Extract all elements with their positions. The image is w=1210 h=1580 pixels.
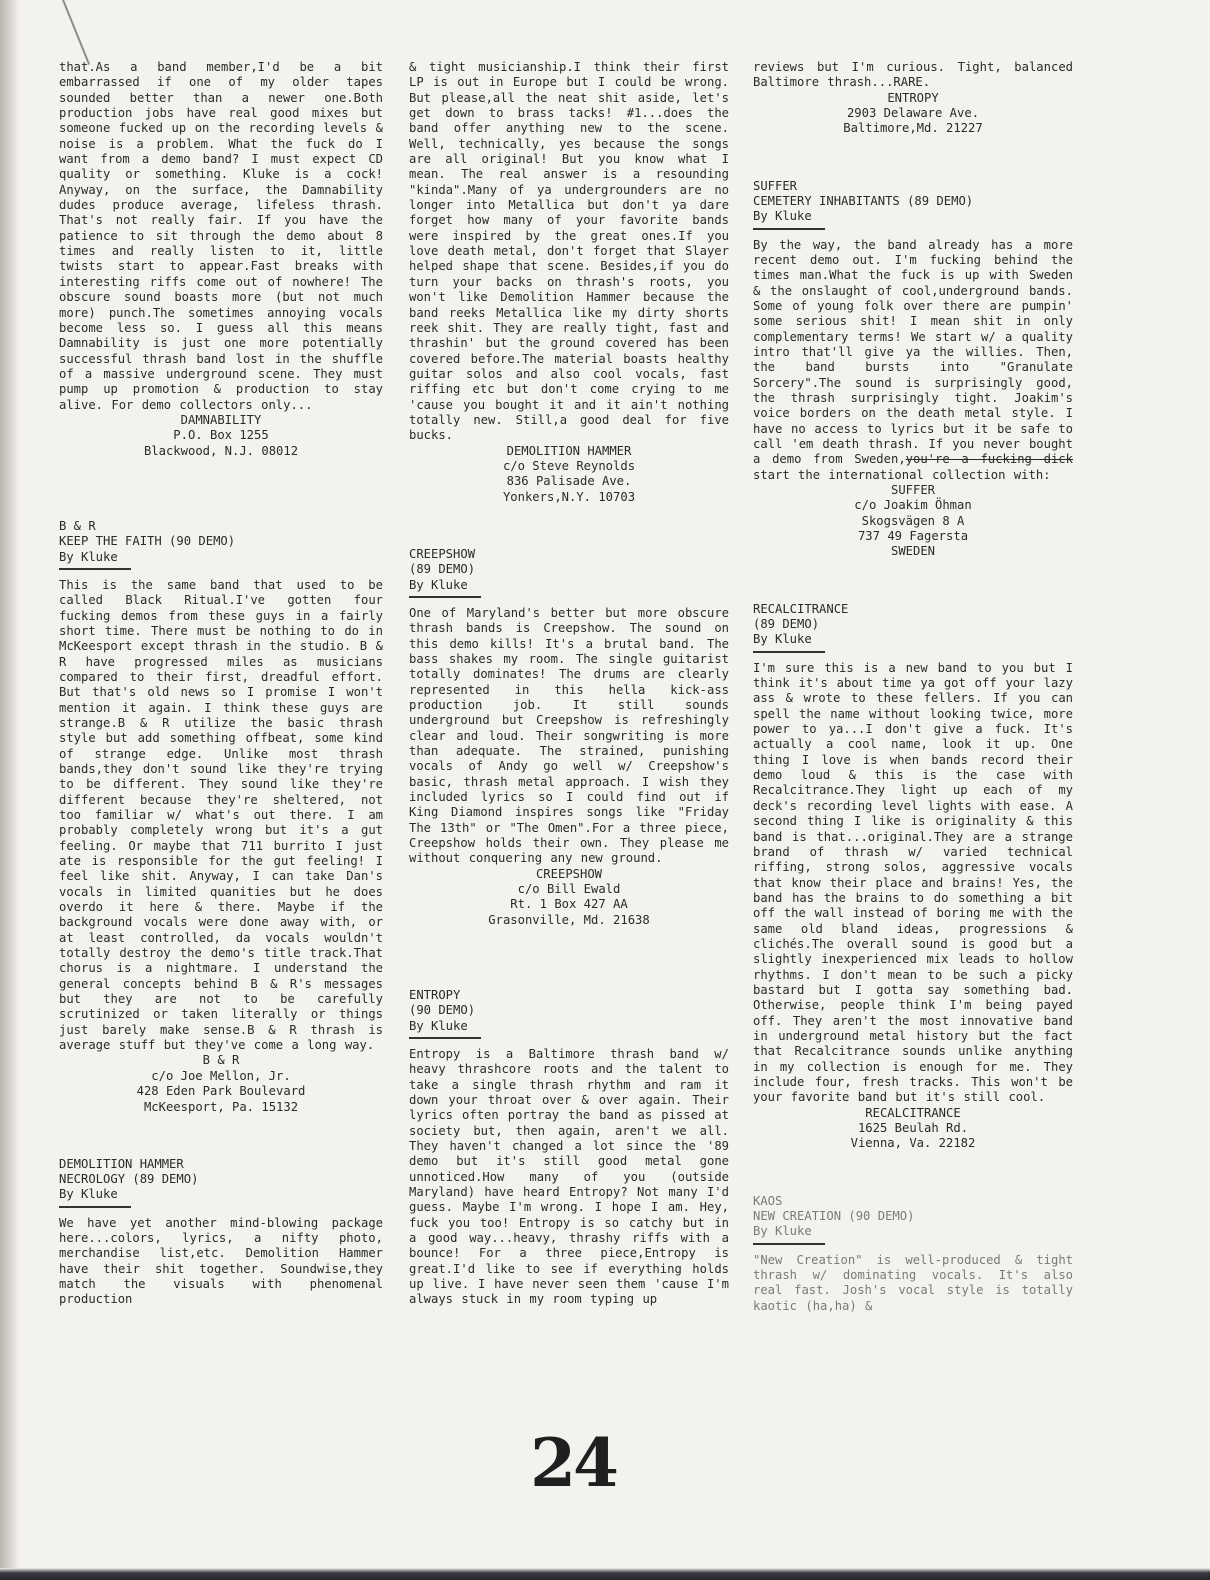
- address-line: CREEPSHOW: [535, 866, 603, 881]
- review-damnability-continuation: [59, 60, 383, 459]
- column-2: [409, 60, 729, 1308]
- review-entropy-continuation: [753, 60, 1073, 137]
- demo-title: (89 DEMO): [409, 562, 476, 577]
- address-line: Rt. 1 Box 427 AA: [510, 897, 628, 912]
- address-line: McKeesport, Pa. 15132: [143, 1099, 299, 1114]
- demo-title: NEW CREATION (90 DEMO): [753, 1209, 915, 1224]
- address-line: 1625 Beulah Rd.: [857, 1121, 969, 1136]
- address-line: DAMNABILITY: [180, 412, 262, 427]
- review-text-part: By the way, the band already has a more recent demo out. I'm fucking behind the times man.What the fuck is up with Sweden & the onslaught of cool,underground bands. Some of young folk over there are pumpin' some serious shit! I mean shit in only complementary terms! We start w/ a quality intro that'll give ya the willies. Then, the band bursts into "Granulate Sorcery".The sound is surprisingly good, the thrash surprisingly tight. Joakim's voice borders on the death metal style. I have no access to lyrics but it be safe to call 'em death thrash. If you never bought a demo from Sweden,: [753, 237, 1073, 467]
- review-text: reviews but I'm curious. Tight, balanced Baltimore thrash...RARE.: [753, 60, 1073, 90]
- band-name: DEMOLITION HAMMER: [59, 1156, 184, 1171]
- band-name: RECALCITRANCE: [753, 601, 849, 616]
- column-1: [59, 60, 383, 1308]
- spacer: [59, 459, 383, 519]
- scan-edge-shadow: [0, 1568, 1210, 1580]
- band-name: SUFFER: [753, 178, 798, 193]
- divider-rule: [753, 228, 825, 230]
- review-recalcitrance: [753, 602, 1073, 1152]
- review-text: One of Maryland's better but more obscure thrash bands is Creepshow. The sound on this demo kills! It's a brutal band. The bass shakes my room. The single guitarist totally dominates! The drums are clearly represented in this hella kick-ass production job. It still sounds underground but Creepshow is refreshingly clear and loud. Their songwriting is more than adequate. The strained, punishing vocals of Andy go well w/ Creepshow's basic, thrash metal approach. I wish they included lyrics so I could find out if King Diamond inspires songs like "Friday The 13th" or "The Omen".For a three piece, Creepshow holds their own. They please me without conquering any new ground.: [409, 605, 729, 866]
- corner-scratch-mark: [62, 0, 90, 65]
- band-name: KAOS: [753, 1193, 783, 1208]
- address-line: c/o Joakim Öhman: [854, 498, 972, 513]
- review-suffer: [753, 179, 1073, 560]
- review-demolition-hammer: [59, 1157, 383, 1308]
- review-text: Entropy is a Baltimore thrash band w/ heavy thrashcore roots and the talent to take a single thrash rhythm and ram it down your throat over & over again. Their lyrics often portray the band as pissed at society but, then again, aren't we all. They haven't changed a lot since the '89 demo but it's still good metal gone unnoticed.How many of you (outside Maryland) have heard Entropy? Not many I'd guess. Maybe I'm wrong. I hope I am. Hey, fuck you too! Entropy is so catchy but in a good way...heavy, thrashy riffs with a bounce! For a three piece,Entropy is great.I'd like to see if everything holds up live. I have never seen them 'cause I'm always stuck in my room typing up: [409, 1046, 729, 1307]
- spacer: [409, 928, 729, 988]
- address-line: 836 Palisade Ave.: [506, 474, 632, 489]
- address-line: P.O. Box 1255: [173, 428, 269, 443]
- divider-rule: [59, 1206, 131, 1208]
- spacer: [59, 1115, 383, 1157]
- review-text: We have yet another mind-blowing package here...colors, lyrics, a nifty photo, merchandise list,etc. Demolition Hammer have their shit together. Soundwise,they match the visuals with phenomenal production: [59, 1215, 383, 1307]
- byline: By Kluke: [753, 209, 812, 224]
- divider-rule: [59, 568, 131, 570]
- spacer: [753, 1152, 1073, 1194]
- spacer: [409, 505, 729, 547]
- review-entropy: [409, 988, 729, 1308]
- byline: By Kluke: [409, 1018, 468, 1033]
- address-line: c/o Bill Ewald: [517, 882, 621, 897]
- address-line: DEMOLITION HAMMER: [506, 443, 632, 458]
- review-creepshow: [409, 547, 729, 928]
- byline: By Kluke: [59, 1187, 118, 1202]
- divider-rule: [753, 1243, 825, 1245]
- byline: By Kluke: [753, 1224, 812, 1239]
- band-name: ENTROPY: [409, 988, 461, 1003]
- contact-address: [59, 413, 383, 459]
- spacer: [753, 137, 1073, 179]
- review-text-part: start the international collection with:: [753, 467, 1051, 482]
- divider-rule: [409, 596, 481, 598]
- review-demolition-hammer-continuation: [409, 60, 729, 505]
- contact-address: [753, 91, 1073, 137]
- address-line: B & R: [202, 1053, 240, 1068]
- review-text: I'm sure this is a new band to you but I think it's about time ya got off your lazy ass & wrote to these fellers. If you can spell the name without looking twice, more power to ya...I don't give a fuck. It's actually a cool name, look it up. One thing I love is when bands record their demo loud & this is the case with Recalcitrance.They light up each of my deck's recording level lights with ease. A second thing I like is originality & this band is that...original.They are a strange brand of thrash w/ varied technical riffing, strong solos, aggressive vocals that know their place and brains! Yes, the band has the brains to do something a bit off the wall instead of boring me with the same old bland ideas, progressions & clichés.The overall sound is good but a slightly inexperienced mix leads to hollow rhythms. I don't mean to be such a picky bastard but I gotta say something bad. Otherwise, people think I'm being payed off. They aren't the most innovative band in underground metal history but the fact that Recalcitrance sounds unlike anything in my collection is enough for me. They include four, fresh tracks. This won't be your favorite band but it's still cool.: [753, 660, 1073, 1105]
- byline: By Kluke: [409, 577, 468, 592]
- address-line: 2903 Delaware Ave.: [846, 106, 980, 121]
- page-number: 24: [530, 1424, 616, 1502]
- struck-out-text: you're a fucking dick: [905, 452, 1073, 467]
- address-line: ENTROPY: [887, 90, 939, 105]
- address-line: SUFFER: [890, 483, 936, 498]
- band-name: B & R: [59, 518, 96, 533]
- contact-address: [409, 444, 729, 505]
- address-line: 428 Eden Park Boulevard: [136, 1084, 306, 1099]
- review-text: & tight musicianship.I think their first LP is out in Europe but I could be wrong. But please,all the neat shit aside, let's get down to brass tacks! #1...does the band offer anything new to the scene. Well, technically, yes because the songs are all original! But you know what I mean. The real answer is a resounding "kinda".Many of ya undergrounders are no longer into Metallica but don't ya dare forget how many of your favorite bands were inspired by the great ones.If you love death metal, don't forget that Slayer helped shape that scene. Besides,if you do turn your backs on thrash's roots, you won't like Demolition Hammer because the band reeks Metallica like my dirty shorts reek shit. They are really tight, fast and thrashin' but the ground covered has been covered before.The material boasts healthy guitar solos and also cool vocals, fast riffing etc but don't come crying to me 'cause you bought it and it ain't nothing totally new. Still,a good deal for five bucks.: [409, 60, 729, 443]
- address-line: Baltimore,Md. 21227: [843, 121, 983, 136]
- band-name: CREEPSHOW: [409, 546, 476, 561]
- address-line: Blackwood, N.J. 08012: [143, 443, 299, 458]
- address-line: Grasonville, Md. 21638: [488, 912, 650, 927]
- contact-address: [753, 1106, 1073, 1152]
- review-b-and-r: [59, 519, 383, 1115]
- address-line: SWEDEN: [890, 544, 936, 559]
- byline: By Kluke: [59, 549, 118, 564]
- address-line: 737 49 Fagersta: [857, 529, 969, 544]
- divider-rule: [753, 651, 825, 653]
- demo-title: KEEP THE FAITH (90 DEMO): [59, 534, 236, 549]
- address-line: Vienna, Va. 22182: [850, 1136, 976, 1151]
- demo-title: NECROLOGY (89 DEMO): [59, 1172, 199, 1187]
- column-3: [753, 60, 1073, 1314]
- address-line: c/o Joe Mellon, Jr.: [151, 1068, 291, 1083]
- review-text: This is the same band that used to be called Black Ritual.I've gotten four fucking demos from these guys in a fairly short time. There must be nothing to do in McKeesport except thrash in the studio. B & R have progressed miles as musicians compared to their first, dreadful effort. But that's old news so I promise I won't mention it again. I think these guys are strange.B & R utilize the basic thrash style but add something offbeat, some kind of strange edge. Unlike most thrash bands,they don't sound like they're trying to be different. They sound like they're different because they're sheltered, not too familiar w/ what's out there. I am probably completely wrong but it's a gut feeling. Or maybe that 711 burrito I just ate is responsible for the gut feeling! I feel like shit. Anyway, I can take Dan's vocals in limited quanities but he does overdo it here & there. Maybe if the background vocals were done away with, or at least controlled, da vocals wouldn't totally destroy the demo's title track.That chorus is a nightmare. I understand the general concepts behind B & R's messages but they are not to be carefully scrutinized or taken literally or things just barely make sense.B & R thrash is average stuff but they've come a long way.: [59, 577, 383, 1053]
- spacer: [753, 560, 1073, 602]
- demo-title: (89 DEMO): [753, 617, 820, 632]
- review-text: that.As a band member,I'd be a bit embarrassed if one of my older tapes sounded better than a newer one.Both production jobs have real good mixes but someone fucked up on the recording levels & noise is a problem. What the fuck do I want from a demo band? I must expect CD quality or something. Kluke is a cock! Anyway, on the surface, the Damnability dudes produce average, lifeless thrash. That's not really fair. If you have the patience to sit through the demo about 8 times and really listen to it, little twists start to appear.Fast breaks with interesting riffs come out of nowhere! The obscure sound boasts more (but not much more) punch.The sometimes annoying vocals become less so. I guess all this means Damnability is just one more potentially successful thrash band lost in the shuffle of a massive underground scene. They must pump up promotion & production to stay alive. For demo collectors only...: [59, 60, 383, 412]
- demo-title: CEMETERY INHABITANTS (89 DEMO): [753, 194, 974, 209]
- contact-address: [59, 1053, 383, 1114]
- contact-address: [409, 867, 729, 928]
- address-line: RECALCITRANCE: [865, 1105, 961, 1120]
- review-text: "New Creation" is well-produced & tight thrash w/ dominating vocals. It's also real fast. Josh's vocal style is totally kaotic (ha,ha) &: [753, 1252, 1073, 1313]
- divider-rule: [409, 1037, 481, 1039]
- review-text: [753, 238, 1073, 484]
- address-line: c/o Steve Reynolds: [502, 458, 636, 473]
- address-line: Yonkers,N.Y. 10703: [502, 489, 636, 504]
- address-line: Skogsvägen 8 A: [861, 513, 965, 528]
- review-kaos: [753, 1194, 1073, 1314]
- contact-address: [753, 483, 1073, 560]
- byline: By Kluke: [753, 632, 812, 647]
- binding-shadow: [0, 0, 20, 1580]
- demo-title: (90 DEMO): [409, 1003, 476, 1018]
